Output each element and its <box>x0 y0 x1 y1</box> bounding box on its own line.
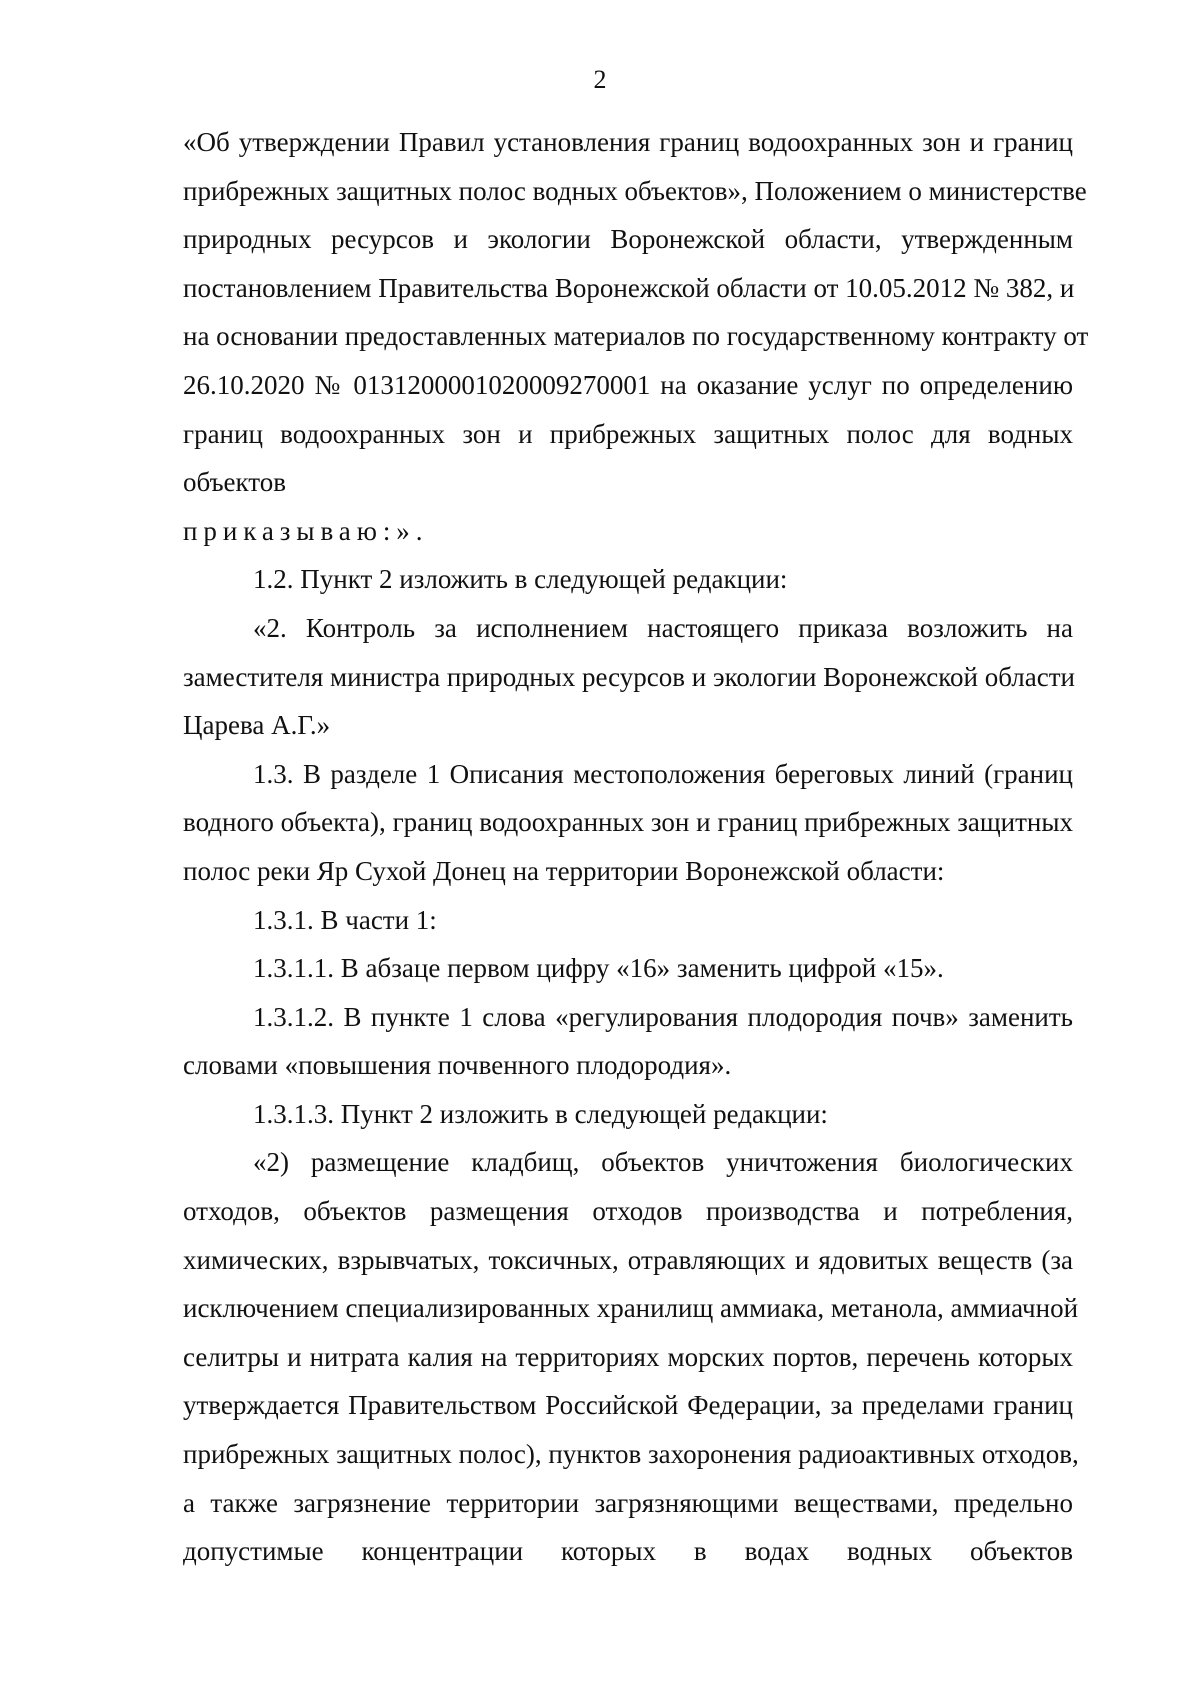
text-line: «Об утверждении Правил установления границ водоохранных зон и границ <box>183 127 1073 157</box>
text-line: химических, взрывчатых, токсичных, отравляющих и ядовитых веществ (за <box>183 1244 1073 1275</box>
text-line: границ водоохранных зон и прибрежных защитных полос для водных <box>183 418 1073 449</box>
text-line: приказываю:». <box>183 515 429 546</box>
text-line: исключением специализированных хранилищ аммиака, метанола, аммиачной <box>183 1293 1079 1324</box>
text-line: 1.3. В разделе 1 Описания местоположения береговых линий (границ <box>253 758 1073 789</box>
text-line: полос реки Яр Сухой Донец на территории Воронежской области: <box>183 855 945 886</box>
text-line: 1.3.1. В части 1: <box>253 904 437 935</box>
text-line: селитры и нитрата калия на территориях морских портов, перечень которых <box>183 1341 1073 1372</box>
text-line: «2. Контроль за исполнением настоящего приказа возложить на <box>253 612 1073 643</box>
text-line: 1.3.1.3. Пункт 2 изложить в следующей редакции: <box>253 1098 828 1129</box>
text-line: прибрежных защитных полос), пунктов захоронения радиоактивных отходов, <box>183 1439 1079 1470</box>
text-line: отходов, объектов размещения отходов производства и потребления, <box>183 1196 1073 1227</box>
text-line: водного объекта), границ водоохранных зон и границ прибрежных защитных <box>183 807 1073 838</box>
text-line: 1.3.1.2. В пункте 1 слова «регулирования плодородия почв» заменить <box>253 1001 1073 1032</box>
text-line: Царева А.Г.» <box>183 710 331 741</box>
text-line: заместителя министра природных ресурсов и экологии Воронежской области <box>183 661 1075 692</box>
text-line: прибрежных защитных полос водных объектов», Положением о министерстве <box>183 175 1087 206</box>
text-line: а также загрязнение территории загрязняющими веществами, предельно <box>183 1487 1073 1518</box>
text-line: утверждается Правительством Российской Федерации, за пределами границ <box>183 1390 1073 1421</box>
text-line: 1.3.1.1. В абзаце первом цифру «16» заменить цифрой «15». <box>253 953 944 984</box>
document-body <box>183 118 1089 1576</box>
text-line: 1.2. Пункт 2 изложить в следующей редакции: <box>253 564 788 595</box>
text-line: «2) размещение кладбищ, объектов уничтожения биологических <box>253 1147 1073 1178</box>
text-line: 26.10.2020 № 0131200001020009270001 на оказание услуг по определению <box>183 369 1073 400</box>
text-line: на основании предоставленных материалов по государственному контракту от <box>183 321 1089 352</box>
text-line: постановлением Правительства Воронежской области от 10.05.2012 № 382, и <box>183 272 1075 303</box>
text-line: объектов <box>183 467 286 498</box>
page-number: 2 <box>593 65 607 94</box>
text-line: словами «повышения почвенного плодородия». <box>183 1050 732 1081</box>
text-line: допустимые концентрации которых в водах водных объектов <box>183 1536 1073 1567</box>
text-line: природных ресурсов и экологии Воронежской области, утвержденным <box>183 224 1073 255</box>
